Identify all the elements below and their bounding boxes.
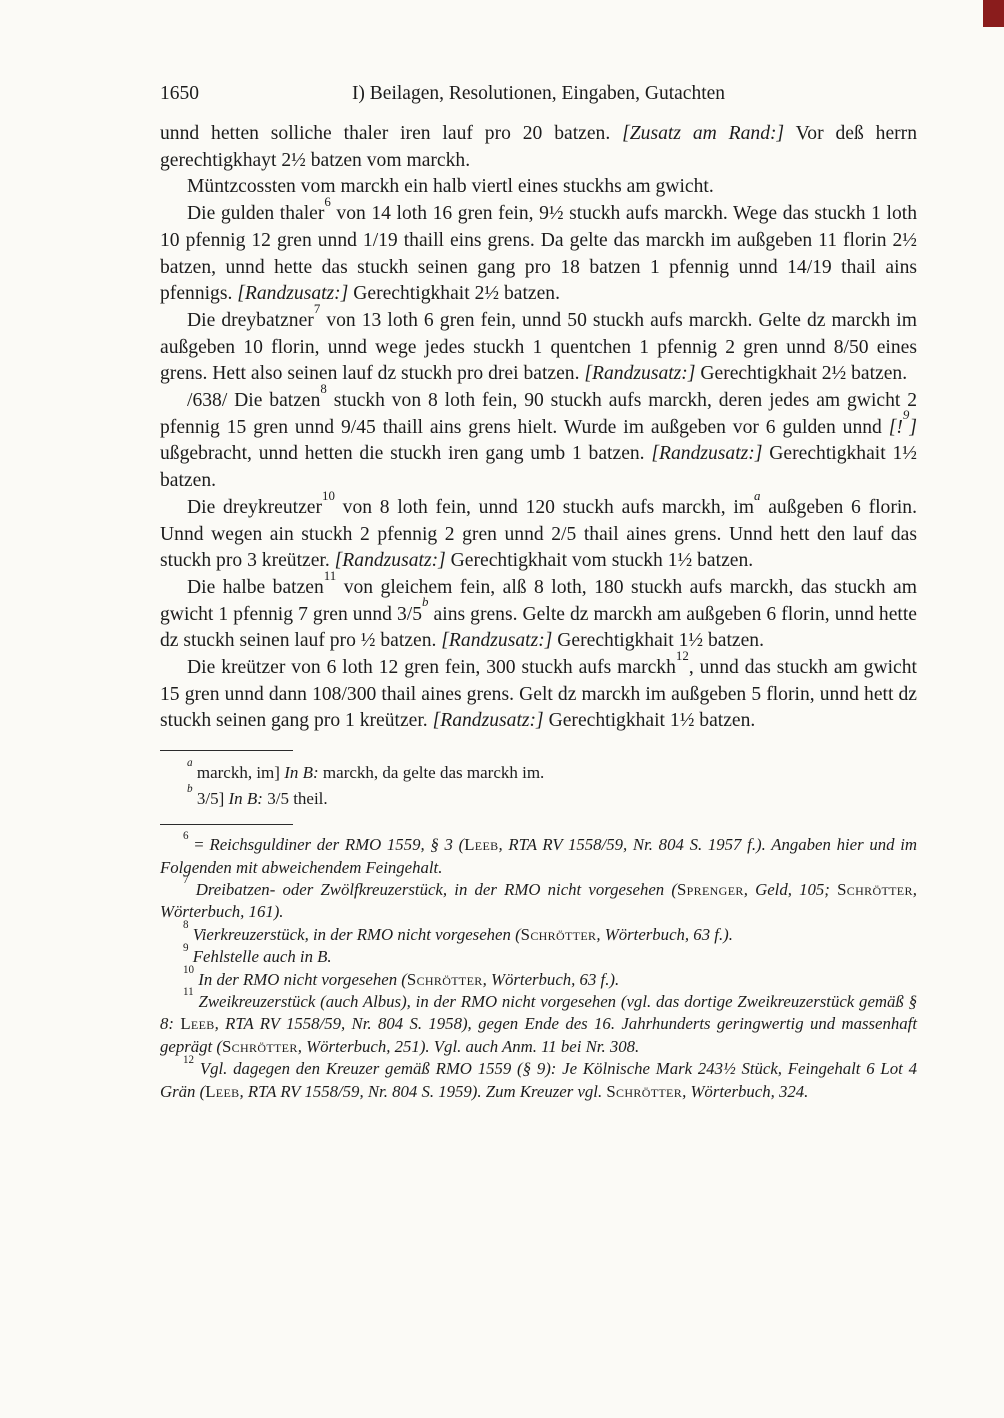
text-run: [Randzusatz:] [651,443,763,465]
text-run: , Wörterbuch, 324. [682,1081,809,1101]
footnote [160,919,917,946]
text-run: Gerechtigkhait vom stuckh 1½ batzen. [445,550,754,572]
author-name: Schrötter [606,1081,683,1101]
note-marker: 7 [313,300,321,316]
text-run: von gleichem fein, alß 8 loth, 180 stuckh aufs marckh, das stuckh am gwicht 1 pfennig 7 gren unnd 3/5 [160,576,917,625]
author-name: Schrötter [837,879,913,899]
text-run: Gerechtigkhait 2½ batzen. [348,283,560,305]
text-run: In B: [284,763,319,783]
footnote [160,941,917,968]
note-marker: b [422,594,429,610]
footnote-entries [160,829,917,1103]
footnote-separator-rule [160,824,293,825]
text-run: , RTA RV 1558/59, Nr. 804 S. 1958), gegen Ende des 16. Jahrhunderts geringwertig und massenhaft geprägt ( [160,1014,917,1056]
text-run: [Randzusatz:] [441,630,553,652]
note-marker: b [187,783,193,796]
text-run: In der RMO nicht vorgesehen ( [198,969,407,989]
text-run: , RTA RV 1558/59, Nr. 804 S. 1957 f.). Angaben hier und im Folgenden mit abweichendem Feingehalt. [160,835,917,877]
text-run: [Randzusatz:] [584,363,696,385]
author-name: Sprenger [677,879,744,899]
body-paragraph [160,300,917,388]
body-paragraph [160,193,917,308]
body-paragraph [160,380,917,495]
text-run: [Randzusatz:] [334,550,446,572]
text-run: Reichsguldiner der RMO 1559, § 3 ( [209,835,465,855]
note-marker: 6 [183,829,189,842]
note-marker: 8 [320,380,327,396]
scan-corner-artifact [983,0,1004,27]
page-content [160,80,917,1103]
text-run: Vor deß herrn gerechtigkhayt 2½ batzen vom marckh. [160,123,917,171]
text-run: Die gulden thaler [187,203,325,225]
text-run: stuckh von 8 loth fein, 90 stuckh aufs marckh, deren jedes am gwicht 2 pfennig 15 gren unnd 9/45 thaill ains grens hielt. Wurde im außgeben vor 6 gulden unnd [160,390,917,438]
page-header [160,80,917,107]
note-marker: a [754,487,761,503]
text-run: marckh, da gelte das marckh im. [318,763,545,783]
text-run: Die dreykreutzer [187,496,323,518]
text-run: In B: [228,789,263,809]
apparatus-entries [160,757,917,812]
page-number: 1650 [160,83,199,104]
text-run: von 13 loth 6 gren fein, unnd 50 stuckh aufs marckh. Gelte dz marckh im außgeben 10 florin, unnd wege jedes stuckh 1 quentchen 1 pfennig 2 gren unnd 8/50 eines grens. Hett also seinen lauf dz stuckh pro drei batzen. [160,309,917,385]
text-run: 3/5 theil. [262,789,328,809]
text-run: [! [888,416,903,438]
text-run: Gerechtigkhait 1½ batzen. [552,630,764,652]
footnotes-section [160,824,917,1103]
body-paragraph [160,487,918,575]
text-run: Zweikreuzerstück (auch Albus), in der RMO nicht vorgesehen (vgl. das dortige Zweikreuzerstück gemäß § 8: [160,992,917,1034]
footnote [160,986,917,1058]
text-run: ] [909,416,917,438]
text-run: 3/5] [192,789,229,809]
author-name: Leeb [205,1081,240,1101]
text-run: Vierkreuzerstück, in der RMO nicht vorgesehen ( [192,924,521,944]
author-name: Schrötter [520,924,597,944]
author-name: Schrötter [406,969,483,989]
text-run [189,880,196,899]
note-marker: 9 [183,941,189,954]
note-marker: 10 [322,487,335,503]
apparatus-entry [160,757,917,786]
author-name: Leeb [464,835,499,855]
text-run: marckh, im] [192,763,285,783]
body-paragraph [160,174,917,201]
text-run: Müntzcossten vom marckh ein halb viertl eines stuckhs am gwicht. [187,176,714,198]
text-run: , unnd das stuckh am gwicht 15 gren unnd dann 108/300 thail aines grens. Gelt dz marckh im außgeben 5 florin, unnd hett dz stuckh seinen gang pro 1 kreützer. [160,657,917,732]
text-run: , Geld, 105; [743,879,838,899]
text-run: ains grens. Gelte dz marckh am außgeben 6 florin, unnd hette dz stuckh seinen lauf pro ½ batzen. [160,603,917,652]
apparatus-section [160,750,917,812]
footnote [160,829,917,879]
note-marker: 11 [323,567,337,583]
body-paragraph [160,121,917,174]
footnote [160,964,917,991]
text-run: außgeben 6 florin. Unnd wegen ain stuckh 2 pfennig 2 gren unnd 2/5 thail aines grens. Unnd hett den lauf das stuckh pro 3 kreützer. [160,496,918,572]
text-run: /638/ Die batzen [187,390,321,412]
text-run: ußgebracht, unnd hetten die stuckh iren gang umb 1 batzen. [160,443,652,465]
text-run: unnd hetten solliche thaler iren lauf pro 20 batzen. [160,123,623,144]
running-head: I) Beilagen, Resolutionen, Eingaben, Gutachten [351,83,726,104]
text-run: Die halbe batzen [187,576,324,598]
text-run: Die dreybatzner [187,309,314,331]
text-run: [Zusatz am Rand:] [622,123,785,144]
body-paragraph [160,647,917,735]
note-marker: 8 [183,919,189,932]
note-marker: 12 [183,1053,195,1066]
text-run: = [188,835,210,855]
note-marker: 7 [183,874,189,887]
text-run: Gerechtigkhait 1½ batzen. [543,710,756,732]
text-run: Fehlstelle auch in B. [192,947,332,967]
note-marker: a [187,757,193,770]
author-name: Schrötter [222,1036,298,1056]
text-run: Vgl. dagegen den Kreuzer gemäß RMO 1559 (§ 9): Je Kölnische Mark 243½ Stück, Feingehalt 6 Lot 4 Grän ( [160,1059,917,1101]
text-run: [Randzusatz:] [237,283,349,305]
apparatus-separator-rule [160,750,293,751]
text-run: [Randzusatz:] [432,710,544,732]
text-run: , Wörterbuch, 63 f.). [596,924,733,944]
text-run: , Wörterbuch, 161). [160,879,917,922]
text-run: von 14 loth 16 gren fein, 9½ stuckh aufs marckh. Wege das stuckh 1 loth 10 pfennig 12 gren unnd 1/19 thaill eins grens. Da gelte das marckh im außgeben 11 florin 2½ batzen, unnd hette das stuckh seinen gang pro 18 batzen 1 pfennig unnd 14/19 thail ains pfennigs. [160,203,917,305]
footnote [160,1053,917,1103]
text-run: Gerechtigkhait 2½ batzen. [695,363,908,385]
text-run: Gerechtigkhait 1½ batzen. [160,443,917,492]
note-marker: 9 [902,407,910,423]
apparatus-entry [160,783,917,812]
note-marker: 11 [183,986,194,999]
body-paragraph [160,567,917,655]
text-run: Dreibatzen- oder Zwölfkreuzerstück, in der RMO nicht vorgesehen ( [195,879,677,899]
footnote [160,874,917,924]
text-run: Die kreützer von 6 loth 12 gren fein, 300 stuckh aufs marckh [187,657,676,679]
author-name: Leeb [180,1014,215,1034]
text-run: von 8 loth fein, unnd 120 stuckh aufs marckh, im [334,496,755,518]
note-marker: 6 [324,193,331,209]
text-run: , RTA RV 1558/59, Nr. 804 S. 1959). Zum Kreuzer vgl. [239,1081,607,1101]
text-run: , Wörterbuch, 251). Vgl. auch Anm. 11 bei Nr. 308. [297,1036,640,1056]
note-marker: 12 [675,647,689,663]
text-run: , Wörterbuch, 63 f.). [482,969,620,989]
note-marker: 10 [183,964,195,977]
main-text [160,121,917,735]
